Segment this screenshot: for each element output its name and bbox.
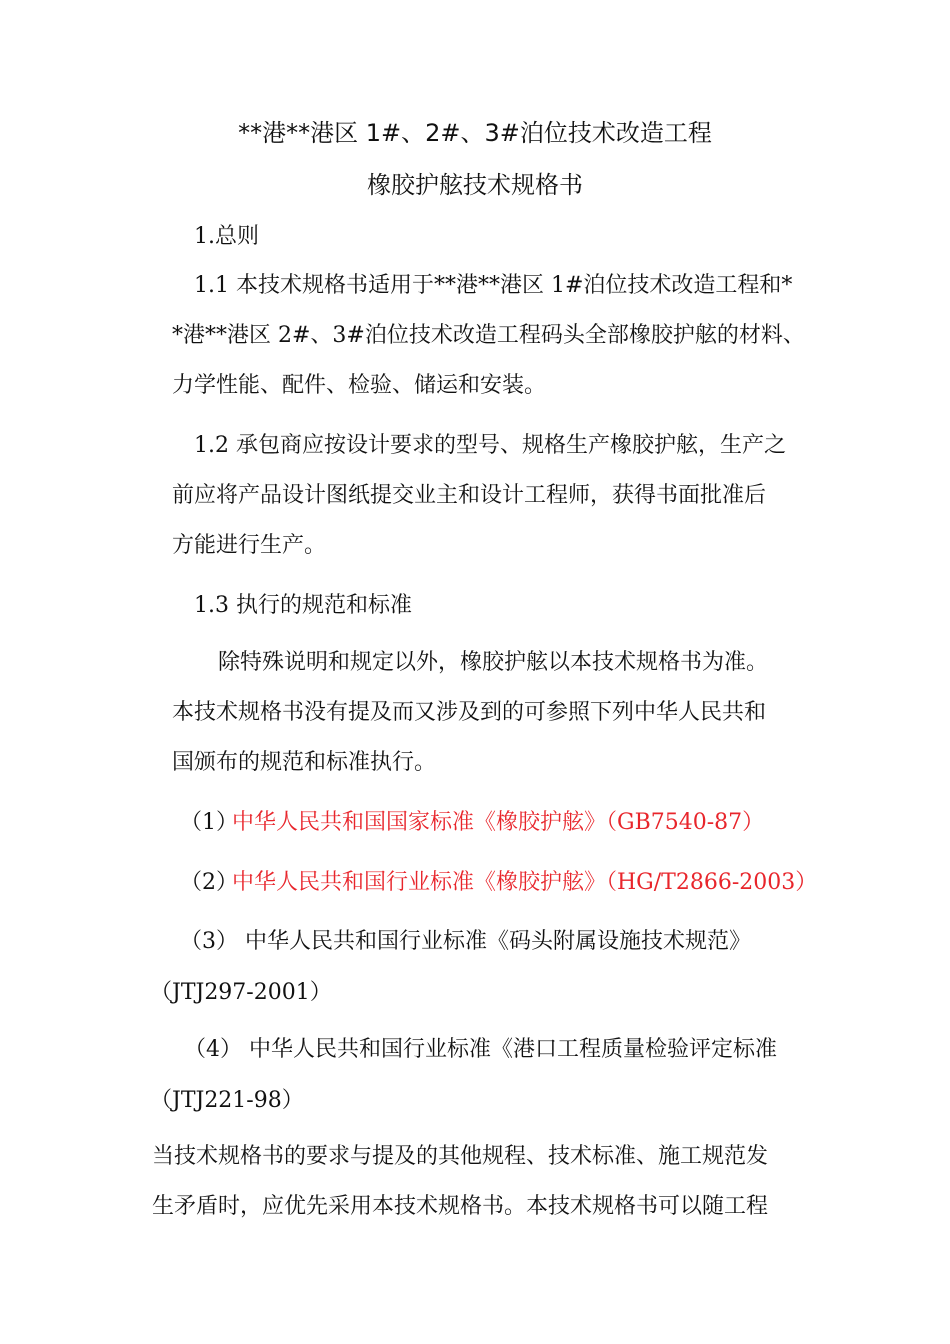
section-1-3-heading: 1.3 执行的规范和标准 [194, 593, 412, 618]
closing-paragraph-line-2: 生矛盾时，应优先采用本技术规格书。本技术规格书可以随工程 [152, 1194, 769, 1219]
section-1-3-line-2: 本技术规格书没有提及而又涉及到的可参照下列中华人民共和 [172, 700, 767, 725]
standard-3-line-2: （JTJ297-2001） [150, 980, 332, 1005]
document-subtitle: 橡胶护舷技术规格书 [367, 171, 583, 199]
standard-2-text: 中华人民共和国行业标准《橡胶护舷》（HG/T2866-2003） [232, 870, 818, 895]
document-title: **港**港区 1#、2#、3#泊位技术改造工程 [238, 119, 712, 147]
section-1-1-line-3: 力学性能、配件、检验、储运和安装。 [172, 373, 547, 398]
standard-4-line-1: （4） 中华人民共和国行业标准《港口工程质量检验评定标准 [184, 1037, 777, 1062]
section-1-3-line-3: 国颁布的规范和标准执行。 [172, 750, 437, 775]
standard-3-line-1: （3） 中华人民共和国行业标准《码头附属设施技术规范》 [180, 929, 751, 954]
standard-2-number: （2） [180, 870, 238, 895]
standard-1-number: （1） [180, 810, 238, 835]
section-1-heading: 1.总则 [194, 224, 259, 249]
section-1-1-line-1: 1.1 本技术规格书适用于**港**港区 1#泊位技术改造工程和* [194, 273, 793, 298]
section-1-2-line-2: 前应将产品设计图纸提交业主和设计工程师，获得书面批准后 [172, 483, 767, 508]
standard-1-text: 中华人民共和国国家标准《橡胶护舷》（GB7540-87） [232, 810, 765, 835]
section-1-2-line-1: 1.2 承包商应按设计要求的型号、规格生产橡胶护舷，生产之 [194, 433, 786, 458]
section-1-2-line-3: 方能进行生产。 [172, 533, 327, 558]
section-1-1-line-2: *港**港区 2#、3#泊位技术改造工程码头全部橡胶护舷的材料、 [172, 323, 805, 348]
standard-4-line-2: （JTJ221-98） [150, 1088, 304, 1113]
section-1-3-line-1: 除特殊说明和规定以外，橡胶护舷以本技术规格书为准。 [218, 650, 769, 675]
closing-paragraph-line-1: 当技术规格书的要求与提及的其他规程、技术标准、施工规范发 [152, 1144, 769, 1169]
